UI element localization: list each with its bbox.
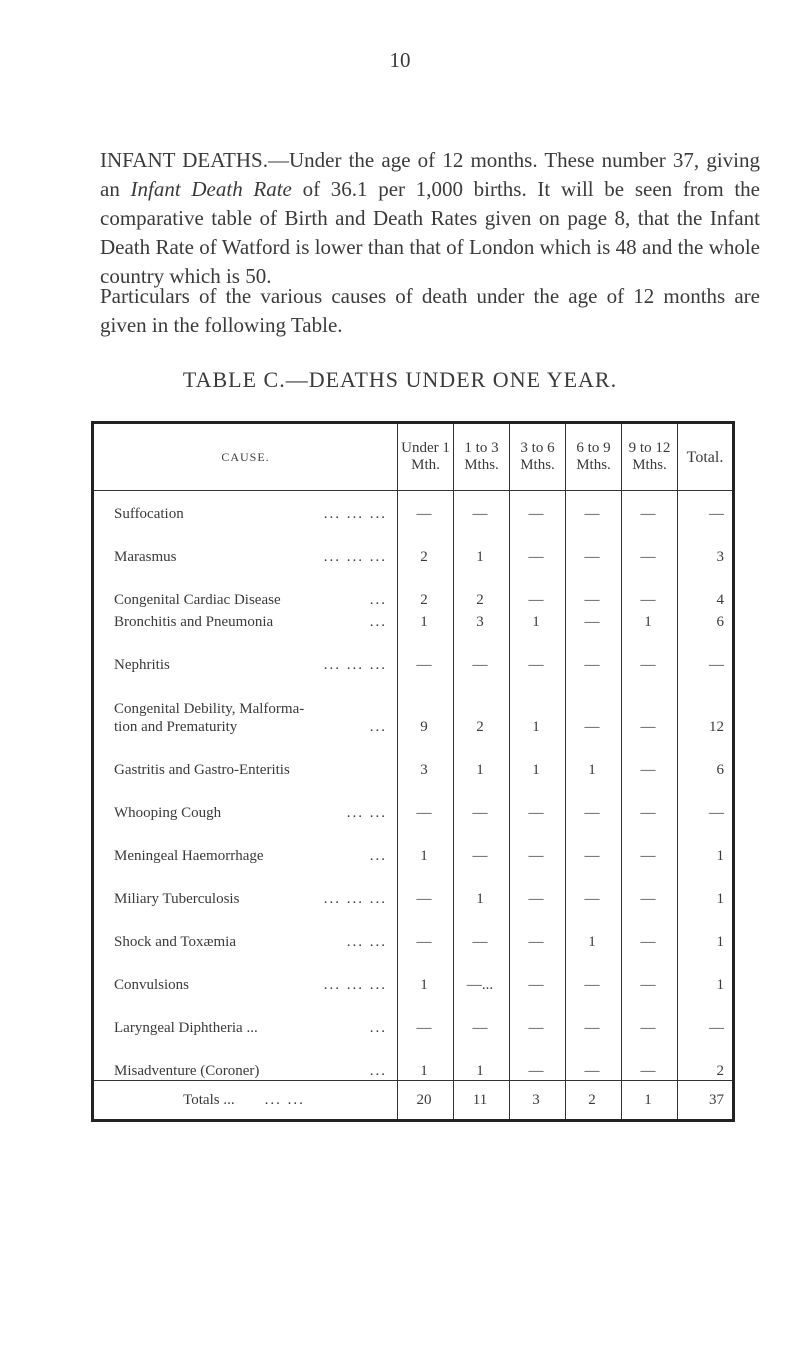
paragraph-text: INFANT DEATHS.—Under the age of 12 months. These number 37, giving an — [100, 148, 760, 201]
total-value-cell: 20 — [398, 1081, 454, 1121]
header-under-1-month: Under 1 Mth. — [398, 423, 454, 491]
value-cell: — — [622, 566, 678, 609]
cause-label: Meningeal Haemorrhage — [114, 848, 264, 864]
total-value-cell: 2 — [566, 1081, 622, 1121]
value-cell: — — [566, 865, 622, 908]
cause-cell — [93, 674, 398, 736]
value-cell: — — [566, 566, 622, 609]
total-cell: 6 — [716, 762, 724, 778]
value-cell: — — [622, 674, 678, 736]
total-cell: 4 — [716, 592, 724, 608]
cause-cell — [93, 822, 398, 865]
leader-dots: ... ... ... — [323, 891, 387, 907]
cause-cell — [93, 779, 398, 822]
grand-total-cell: 37 — [678, 1081, 734, 1121]
totals-label: Totals ... — [183, 1092, 235, 1108]
table-row — [93, 491, 734, 524]
value-cell: — — [454, 779, 510, 822]
value-cell: — — [454, 994, 510, 1037]
table-header-row — [93, 423, 734, 491]
value-cell: — — [510, 1037, 566, 1081]
value-cell: — — [622, 994, 678, 1037]
infant-deaths-paragraph — [100, 146, 760, 291]
header-3-to-6-months: 3 to 6 Mths. — [510, 423, 566, 491]
value-cell: 1 — [566, 908, 622, 951]
paragraph-text: of 36.1 per 1,000 births. It will be seen from the comparative table of Birth and Death Rates given on page 8, that the Infant Death Rate of Watford is lower than that of London which is 48 and the whole country which is 50. — [100, 177, 760, 288]
value-cell: 1 — [454, 1037, 510, 1081]
cause-cell — [93, 994, 398, 1037]
table-row — [93, 1037, 734, 1081]
leader-dots: ... — [369, 719, 387, 735]
total-cell: 1 — [716, 977, 724, 993]
cause-label: Misadventure (Coroner) — [114, 1063, 260, 1079]
header-1-to-3-months: 1 to 3 Mths. — [454, 423, 510, 491]
value-cell: — — [622, 951, 678, 994]
value-cell: 2 — [398, 566, 454, 609]
value-cell: — — [566, 674, 622, 736]
value-cell: 1 — [622, 609, 678, 631]
total-cell: 2 — [716, 1063, 724, 1079]
cause-cell — [93, 566, 398, 609]
cause-label: Gastritis and Gastro-Enteritis — [114, 762, 290, 778]
italic-term: Infant Death Rate — [130, 177, 292, 201]
value-cell: — — [622, 822, 678, 865]
value-cell: — — [622, 1037, 678, 1081]
value-cell: — — [566, 779, 622, 822]
table-row — [93, 674, 734, 736]
value-cell: 1 — [398, 951, 454, 994]
total-cell: — — [709, 506, 724, 522]
value-cell: 3 — [454, 609, 510, 631]
value-cell: — — [566, 994, 622, 1037]
value-cell: —... — [454, 951, 510, 994]
table-row — [93, 951, 734, 994]
total-value-cell: 11 — [454, 1081, 510, 1121]
value-cell: — — [510, 908, 566, 951]
value-cell: — — [566, 1037, 622, 1081]
value-cell: — — [398, 491, 454, 524]
cause-cell — [93, 491, 398, 524]
value-cell: — — [622, 736, 678, 779]
leader-dots: ... ... ... — [323, 977, 387, 993]
cause-label: Congenital Cardiac Disease — [114, 592, 281, 608]
value-cell: — — [510, 631, 566, 674]
deaths-table — [91, 421, 735, 1122]
header-6-to-9-months: 6 to 9 Mths. — [566, 423, 622, 491]
table-row — [93, 865, 734, 908]
value-cell: — — [454, 822, 510, 865]
cause-label: Miliary Tuberculosis — [114, 891, 240, 907]
cause-label: Convulsions — [114, 977, 190, 993]
leader-dots: ... — [369, 1063, 387, 1079]
cause-label: Marasmus — [114, 549, 177, 565]
cause-label: Bronchitis and Pneumonia — [114, 614, 274, 630]
particulars-paragraph: Particulars of the various causes of death under the age of 12 months are given in the following Table. — [100, 284, 760, 337]
value-cell: 1 — [454, 523, 510, 566]
total-cell: — — [709, 1020, 724, 1036]
leader-dots: ... ... — [346, 934, 387, 950]
value-cell: — — [566, 822, 622, 865]
total-cell: — — [709, 657, 724, 673]
table-row — [93, 566, 734, 609]
cause-cell — [93, 736, 398, 779]
value-cell: — — [398, 865, 454, 908]
value-cell: — — [622, 908, 678, 951]
value-cell: 1 — [454, 865, 510, 908]
value-cell: — — [510, 951, 566, 994]
table-row — [93, 994, 734, 1037]
totals-label-cell — [93, 1081, 398, 1121]
value-cell: — — [454, 631, 510, 674]
cause-label: Nephritis — [114, 657, 170, 673]
table-row — [93, 736, 734, 779]
header-cause: CAUSE. — [93, 423, 398, 491]
cause-label: Laryngeal Diphtheria ... — [114, 1020, 258, 1036]
value-cell: — — [454, 908, 510, 951]
value-cell: — — [566, 491, 622, 524]
value-cell: — — [398, 631, 454, 674]
value-cell: — — [622, 523, 678, 566]
value-cell: — — [566, 523, 622, 566]
value-cell: 1 — [510, 674, 566, 736]
value-cell: 2 — [454, 566, 510, 609]
table-row — [93, 822, 734, 865]
leader-dots: ... ... — [264, 1092, 305, 1108]
value-cell: — — [622, 865, 678, 908]
total-value-cell: 1 — [622, 1081, 678, 1121]
value-cell: — — [398, 779, 454, 822]
total-cell: 1 — [716, 891, 724, 907]
cause-cell — [93, 908, 398, 951]
value-cell: 1 — [398, 609, 454, 631]
table-row — [93, 631, 734, 674]
value-cell: 1 — [398, 1037, 454, 1081]
cause-cell — [93, 523, 398, 566]
total-cell: 6 — [716, 614, 724, 630]
cause-cell — [93, 631, 398, 674]
header-9-to-12-months: 9 to 12 Mths. — [622, 423, 678, 491]
leader-dots: ... ... — [346, 805, 387, 821]
leader-dots: ... ... ... — [323, 549, 387, 565]
value-cell: 3 — [398, 736, 454, 779]
value-cell: — — [566, 951, 622, 994]
cause-cell — [93, 609, 398, 631]
value-cell: — — [398, 908, 454, 951]
table-row — [93, 609, 734, 631]
value-cell: — — [510, 523, 566, 566]
cause-label-line2: tion and Prematurity — [114, 719, 238, 735]
value-cell: 2 — [454, 674, 510, 736]
total-cell: 1 — [716, 848, 724, 864]
cause-cell — [93, 951, 398, 994]
header-total: Total. — [678, 423, 734, 491]
page-number: 10 — [389, 48, 411, 72]
table-row — [93, 779, 734, 822]
leader-dots: ... — [369, 1020, 387, 1036]
total-cell: 12 — [709, 719, 724, 735]
value-cell: — — [510, 994, 566, 1037]
value-cell: — — [566, 631, 622, 674]
cause-label: Suffocation — [114, 506, 184, 522]
value-cell: — — [622, 631, 678, 674]
total-cell: 1 — [716, 934, 724, 950]
cause-label: Whooping Cough — [114, 805, 222, 821]
value-cell: — — [510, 491, 566, 524]
table-row — [93, 908, 734, 951]
leader-dots: ... — [369, 848, 387, 864]
total-value-cell: 3 — [510, 1081, 566, 1121]
cause-label: Shock and Toxæmia — [114, 934, 236, 950]
value-cell: 9 — [398, 674, 454, 736]
total-cell: 3 — [716, 549, 724, 565]
value-cell: 1 — [398, 822, 454, 865]
value-cell: — — [510, 865, 566, 908]
value-cell: 1 — [566, 736, 622, 779]
cause-label-line1: Congenital Debility, Malforma- — [114, 701, 305, 717]
value-cell: 1 — [510, 736, 566, 779]
totals-row — [93, 1081, 734, 1121]
value-cell: — — [622, 779, 678, 822]
table-row — [93, 523, 734, 566]
value-cell: 1 — [454, 736, 510, 779]
value-cell: 2 — [398, 523, 454, 566]
leader-dots: ... ... ... — [323, 506, 387, 522]
cause-cell — [93, 865, 398, 908]
cause-cell — [93, 1037, 398, 1081]
value-cell: — — [398, 994, 454, 1037]
value-cell: — — [510, 566, 566, 609]
leader-dots: ... — [369, 592, 387, 608]
total-cell: — — [709, 805, 724, 821]
value-cell: 1 — [510, 609, 566, 631]
value-cell: — — [622, 491, 678, 524]
leader-dots: ... ... ... — [323, 657, 387, 673]
leader-dots: ... — [369, 614, 387, 630]
value-cell: — — [510, 822, 566, 865]
table-title: TABLE C.—DEATHS UNDER ONE YEAR. — [182, 367, 618, 392]
value-cell: — — [454, 491, 510, 524]
value-cell: — — [510, 779, 566, 822]
value-cell: — — [566, 609, 622, 631]
